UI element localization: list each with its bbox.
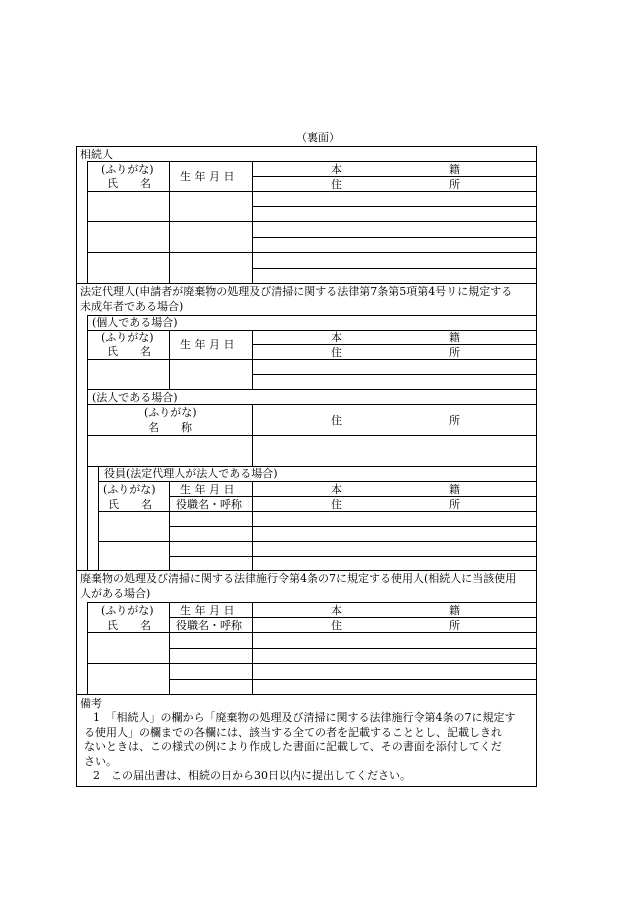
- individual-name-label: 氏 名: [107, 345, 151, 358]
- remarks-note-2: 2 この届出書は、相続の日から30日以内に提出してください。: [93, 769, 411, 782]
- heir-section-title: 相続人: [80, 148, 113, 161]
- corporation-furigana-label: (ふりがな): [144, 406, 197, 419]
- corporation-address-label-2: 所: [449, 414, 460, 427]
- remarks-note-1-line-1: 1 「相続人」の欄から「廃棄物の処理及び清掃に関する法律施行令第4条の7に規定す: [93, 711, 516, 724]
- officers-furigana-label: (ふりがな): [103, 483, 156, 496]
- heir-address-label-1: 住: [331, 178, 342, 191]
- heir-address-label-2: 所: [449, 178, 460, 191]
- officers-name-label: 氏 名: [108, 498, 152, 511]
- employer-honseki-label-2: 籍: [449, 604, 460, 617]
- frame-bottom: [76, 786, 537, 787]
- officers-honseki-label-2: 籍: [449, 483, 460, 496]
- employer-address-label-2: 所: [449, 619, 460, 632]
- employer-birth-label: 生 年 月 日: [180, 604, 235, 617]
- employer-section-title: 廃棄物の処理及び清掃に関する法律施行令第4条の7に規定する使用人(相続人に当該使用: [80, 572, 517, 585]
- heir-birth-label: 生 年 月 日: [180, 170, 235, 183]
- employer-furigana-label: (ふりがな): [101, 604, 154, 617]
- individual-honseki-label-2: 籍: [449, 331, 460, 344]
- remarks-notes: [80, 711, 532, 784]
- legal-rep-section-title-line2: 未成年者である場合): [80, 300, 184, 313]
- individual-furigana-label: (ふりがな): [101, 331, 154, 344]
- officers-address-label-2: 所: [449, 498, 460, 511]
- frame-top: [76, 146, 537, 147]
- corporation-name-label: 名 称: [148, 421, 192, 434]
- officers-position-label: 役職名・呼称: [176, 498, 242, 511]
- heir-honseki-label-2: 籍: [449, 163, 460, 176]
- individual-address-label-1: 住: [331, 346, 342, 359]
- remarks-note-1-line-3: ないときは、この様式の例により作成した書面に記載して、その書面を添付してくだ: [84, 740, 502, 753]
- legal-rep-individual-title: (個人である場合): [92, 316, 178, 329]
- employer-honseki-label-1: 本: [331, 604, 342, 617]
- individual-birth-label: 生 年 月 日: [180, 338, 235, 351]
- heir-furigana-label: (ふりがな): [101, 163, 154, 176]
- frame-right: [536, 146, 537, 786]
- individual-honseki-label-1: 本: [331, 331, 342, 344]
- legal-rep-section-title: 法定代理人(申請者が廃棄物の処理及び清掃に関する法律第7条第5項第4号リに規定する: [80, 285, 513, 298]
- employer-section-title-line2: 人がある場合): [80, 587, 151, 600]
- officers-address-label-1: 住: [331, 498, 342, 511]
- frame-left: [76, 146, 77, 786]
- employer-address-label-1: 住: [331, 619, 342, 632]
- individual-address-label-2: 所: [449, 346, 460, 359]
- remarks-note-1-line-2: る使用人」の欄までの各欄には、該当する全ての者を記載することとし、記載しきれ: [84, 725, 502, 739]
- page-label: （裏面）: [296, 131, 340, 144]
- employer-position-label: 役職名・呼称: [176, 619, 242, 632]
- remarks-title: 備考: [80, 697, 102, 710]
- legal-rep-corporation-title: (法人である場合): [92, 391, 178, 404]
- heir-honseki-label-1: 本: [331, 163, 342, 176]
- officers-title: 役員(法定代理人が法人である場合): [104, 467, 278, 480]
- officers-birth-label: 生 年 月 日: [180, 483, 235, 496]
- officers-honseki-label-1: 本: [331, 483, 342, 496]
- corporation-address-label-1: 住: [331, 414, 342, 427]
- heir-name-label: 氏 名: [107, 177, 151, 190]
- remarks-note-1-line-4: さい。: [84, 754, 117, 768]
- employer-name-label: 氏 名: [107, 619, 151, 632]
